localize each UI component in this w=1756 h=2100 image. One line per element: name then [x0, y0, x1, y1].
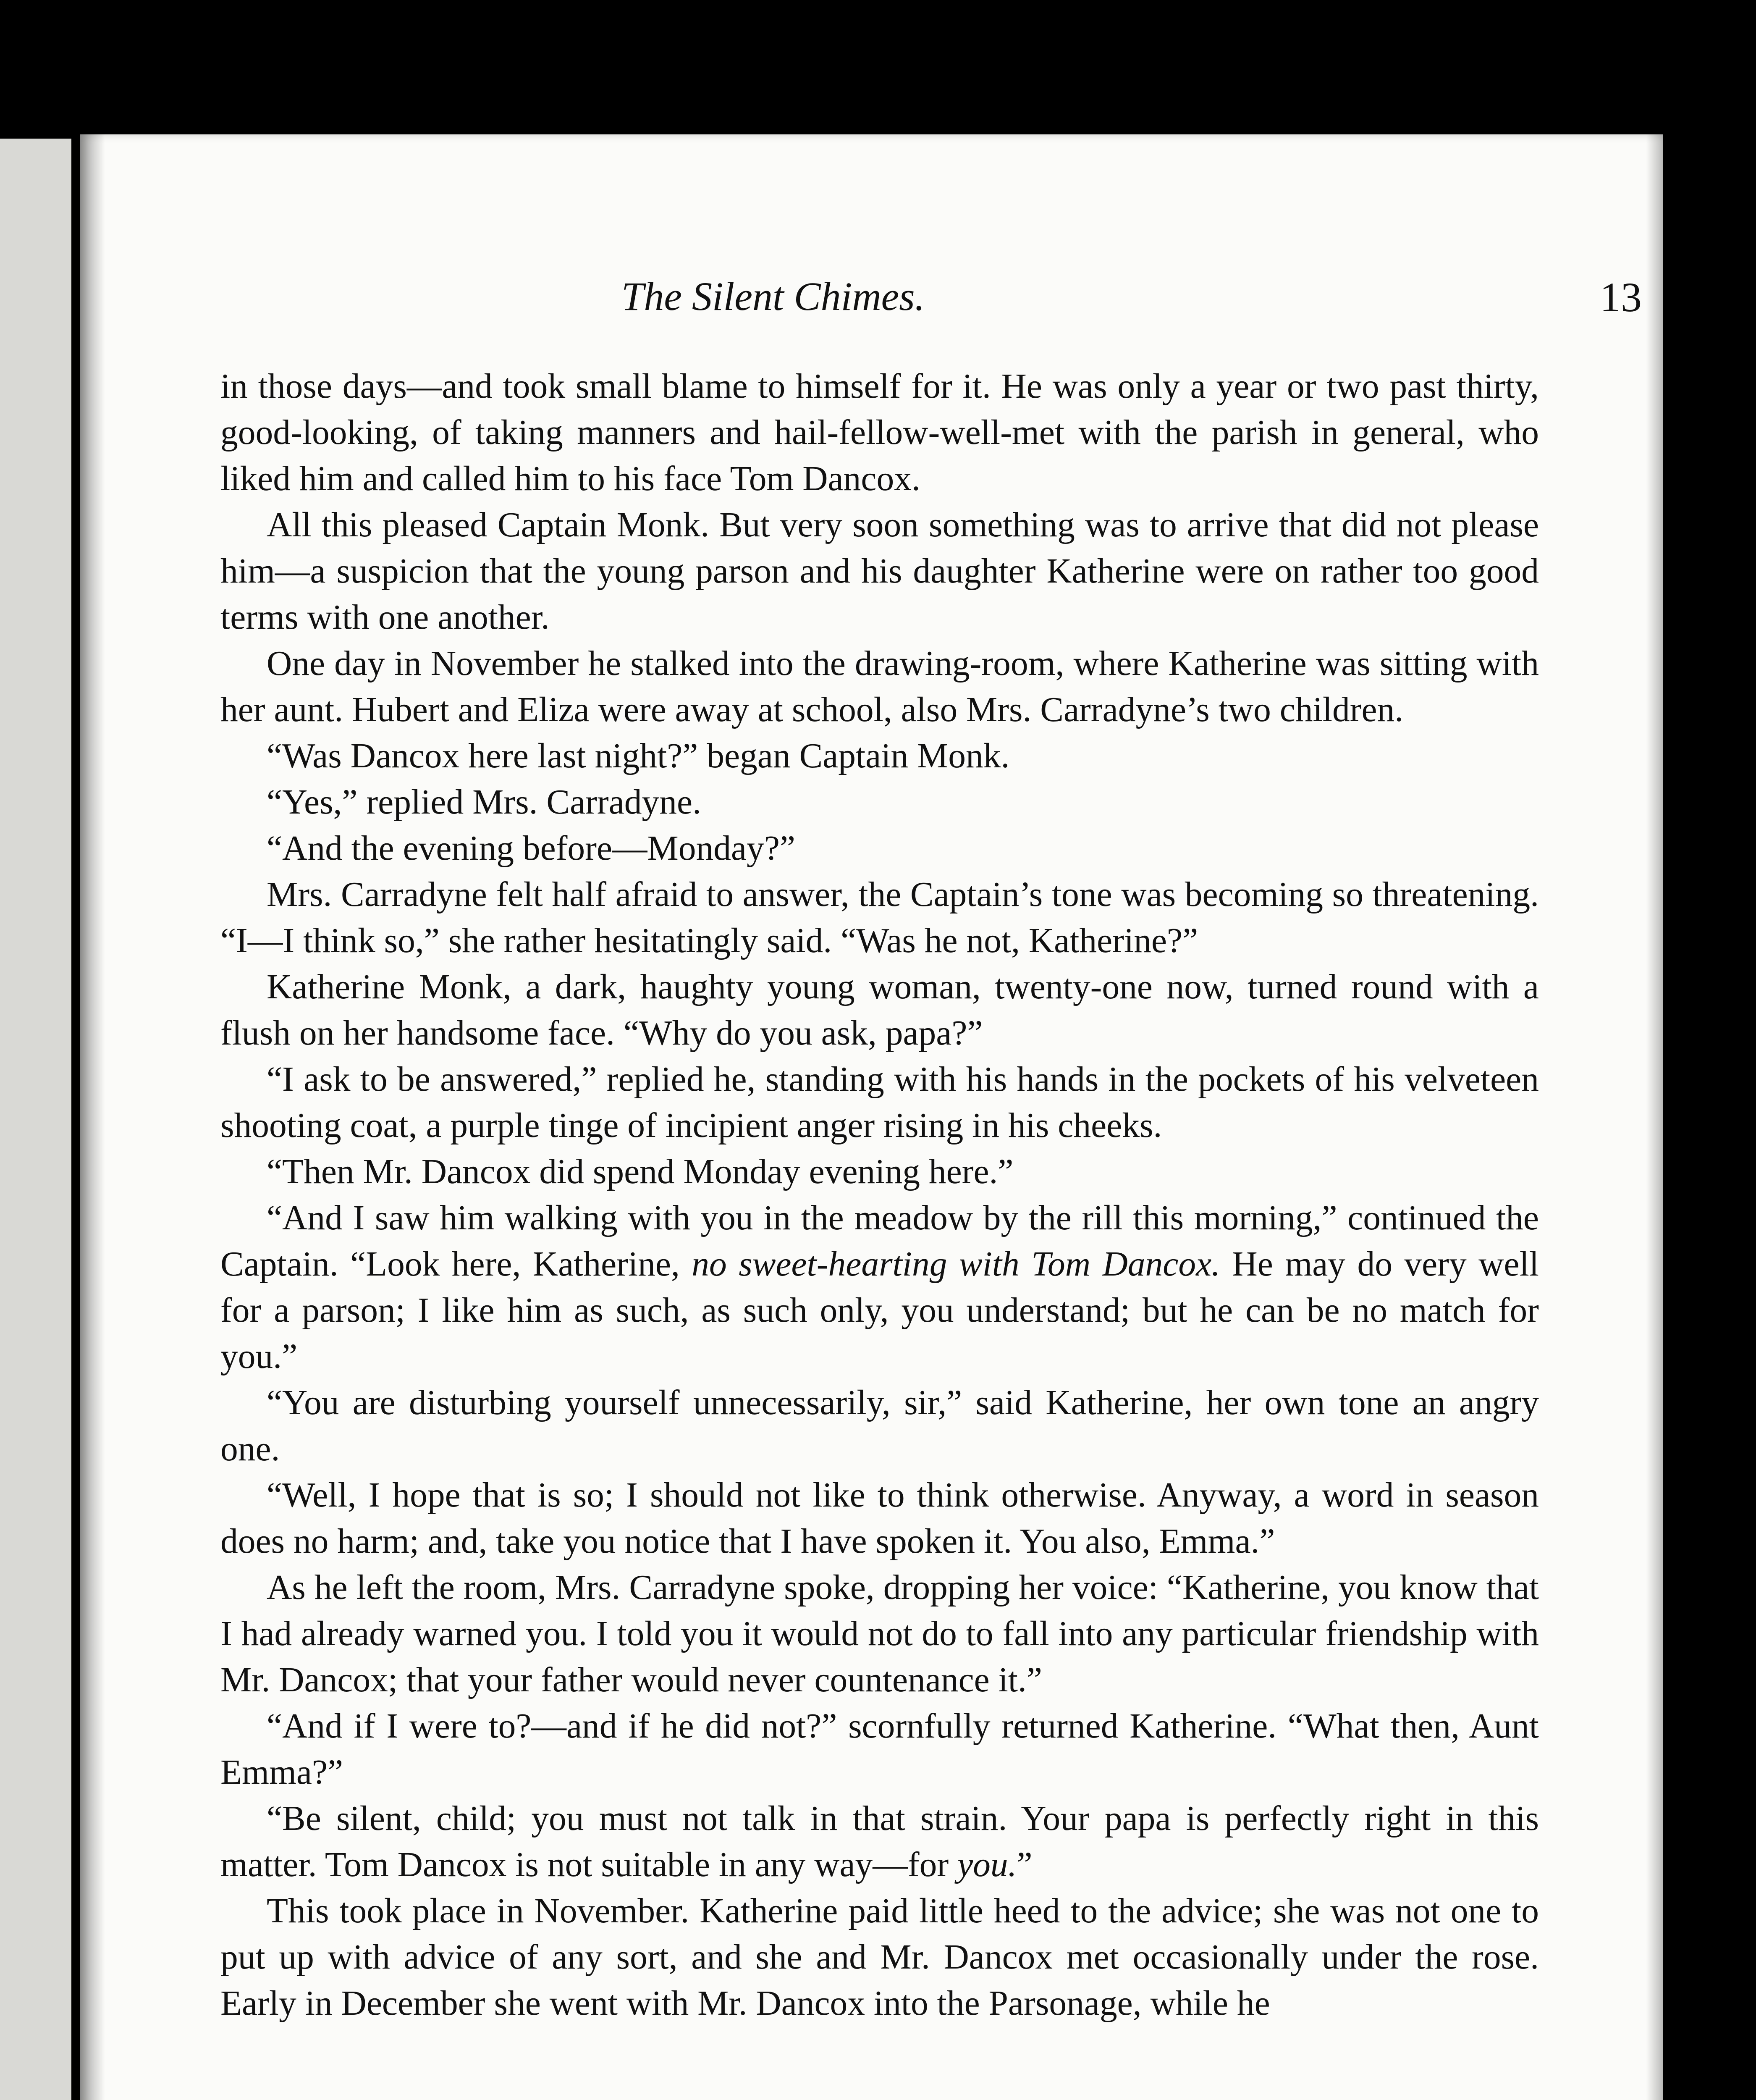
paragraph: in those days—and took small blame to himself for it. He was only a year or two past thirty, good-looking, of taking manners and hail-fellow-well-met with the parish in general, who liked him and called him to his face Tom Dancox. [220, 367, 1539, 498]
paragraph: “And if I were to?—and if he did not?” scornfully returned Katherine. “What then, Aunt Emma?” [220, 1707, 1539, 1792]
emphasized-text: you. [957, 1845, 1017, 1884]
page-edge-shadow [1646, 134, 1663, 2100]
body-text [220, 363, 1539, 2026]
running-head [80, 273, 1663, 340]
paragraph: This took place in November. Katherine paid little heed to the advice; she was not one to put up with advice of any sort, and she and Mr. Dancox met occasionally under the rose. Early in December she went with Mr. Dancox into the Parsonage, while he [220, 1892, 1539, 2023]
paragraph: “And the evening before—Monday?” [267, 829, 795, 868]
paragraph-text: “And I saw him walking with you in the meadow by the rill this morning,” continued the Captain. “Look here, Katherine, [220, 1199, 1539, 1284]
page-number: 13 [1600, 274, 1642, 320]
paragraph: “Was Dancox here last night?” began Captain Monk. [267, 737, 1010, 775]
paragraph: One day in November he stalked into the drawing-room, where Katherine was sitting with her aunt. Hubert and Eliza were away at school, also Mrs. Carradyne’s two children. [220, 644, 1539, 729]
paragraph-text: He may do very well for a parson; I like him as such, as such only, you understand; but he can be no match for you.” [220, 1245, 1539, 1376]
facing-page-edge [0, 139, 71, 2100]
book-page [80, 134, 1663, 2100]
paragraph: As he left the room, Mrs. Carradyne spoke, dropping her voice: “Katherine, you know that I had already warned you. I told you it would not do to fall into any particular friendship with Mr. Dancox; that your father would never countenance it.” [220, 1568, 1539, 1699]
paragraph: Katherine Monk, a dark, haughty young woman, twenty-one now, turned round with a flush on her handsome face. “Why do you ask, papa?” [220, 968, 1539, 1053]
paragraph [220, 1195, 1539, 1380]
gutter-shadow [80, 134, 105, 2100]
paragraph: “Then Mr. Dancox did spend Monday evening here.” [267, 1152, 1014, 1191]
paragraph: All this pleased Captain Monk. But very soon something was to arrive that did not please him—a suspicion that the young parson and his daughter Katherine were on rather too good terms with one another. [220, 506, 1539, 637]
paragraph: “You are disturbing yourself unnecessarily, sir,” said Katherine, her own tone an angry one. [220, 1383, 1539, 1468]
paragraph: Mrs. Carradyne felt half afraid to answer, the Captain’s tone was becoming so threatening. “I—I think so,” she rather hesitatingly said. “Was he not, Katherine?” [220, 875, 1539, 960]
paragraph [220, 1796, 1539, 1888]
paragraph: “I ask to be answered,” replied he, standing with his hands in the pockets of his velveteen shooting coat, a purple tinge of incipient anger rising in his cheeks. [220, 1060, 1539, 1145]
paragraph: “Well, I hope that is so; I should not like to think otherwise. Anyway, a word in season does no harm; and, take you notice that I have spoken it. You also, Emma.” [220, 1476, 1539, 1561]
emphasized-text: no sweet-hearting with Tom Dancox. [692, 1245, 1221, 1284]
paragraph-text: ” [1017, 1845, 1033, 1884]
paragraph-text: “Be silent, child; you must not talk in that strain. Your papa is perfectly right in this matter. Tom Dancox is not suitable in any way—for [220, 1799, 1539, 1884]
paragraph: “Yes,” replied Mrs. Carradyne. [267, 783, 701, 822]
running-title: The Silent Chimes. [621, 274, 925, 319]
